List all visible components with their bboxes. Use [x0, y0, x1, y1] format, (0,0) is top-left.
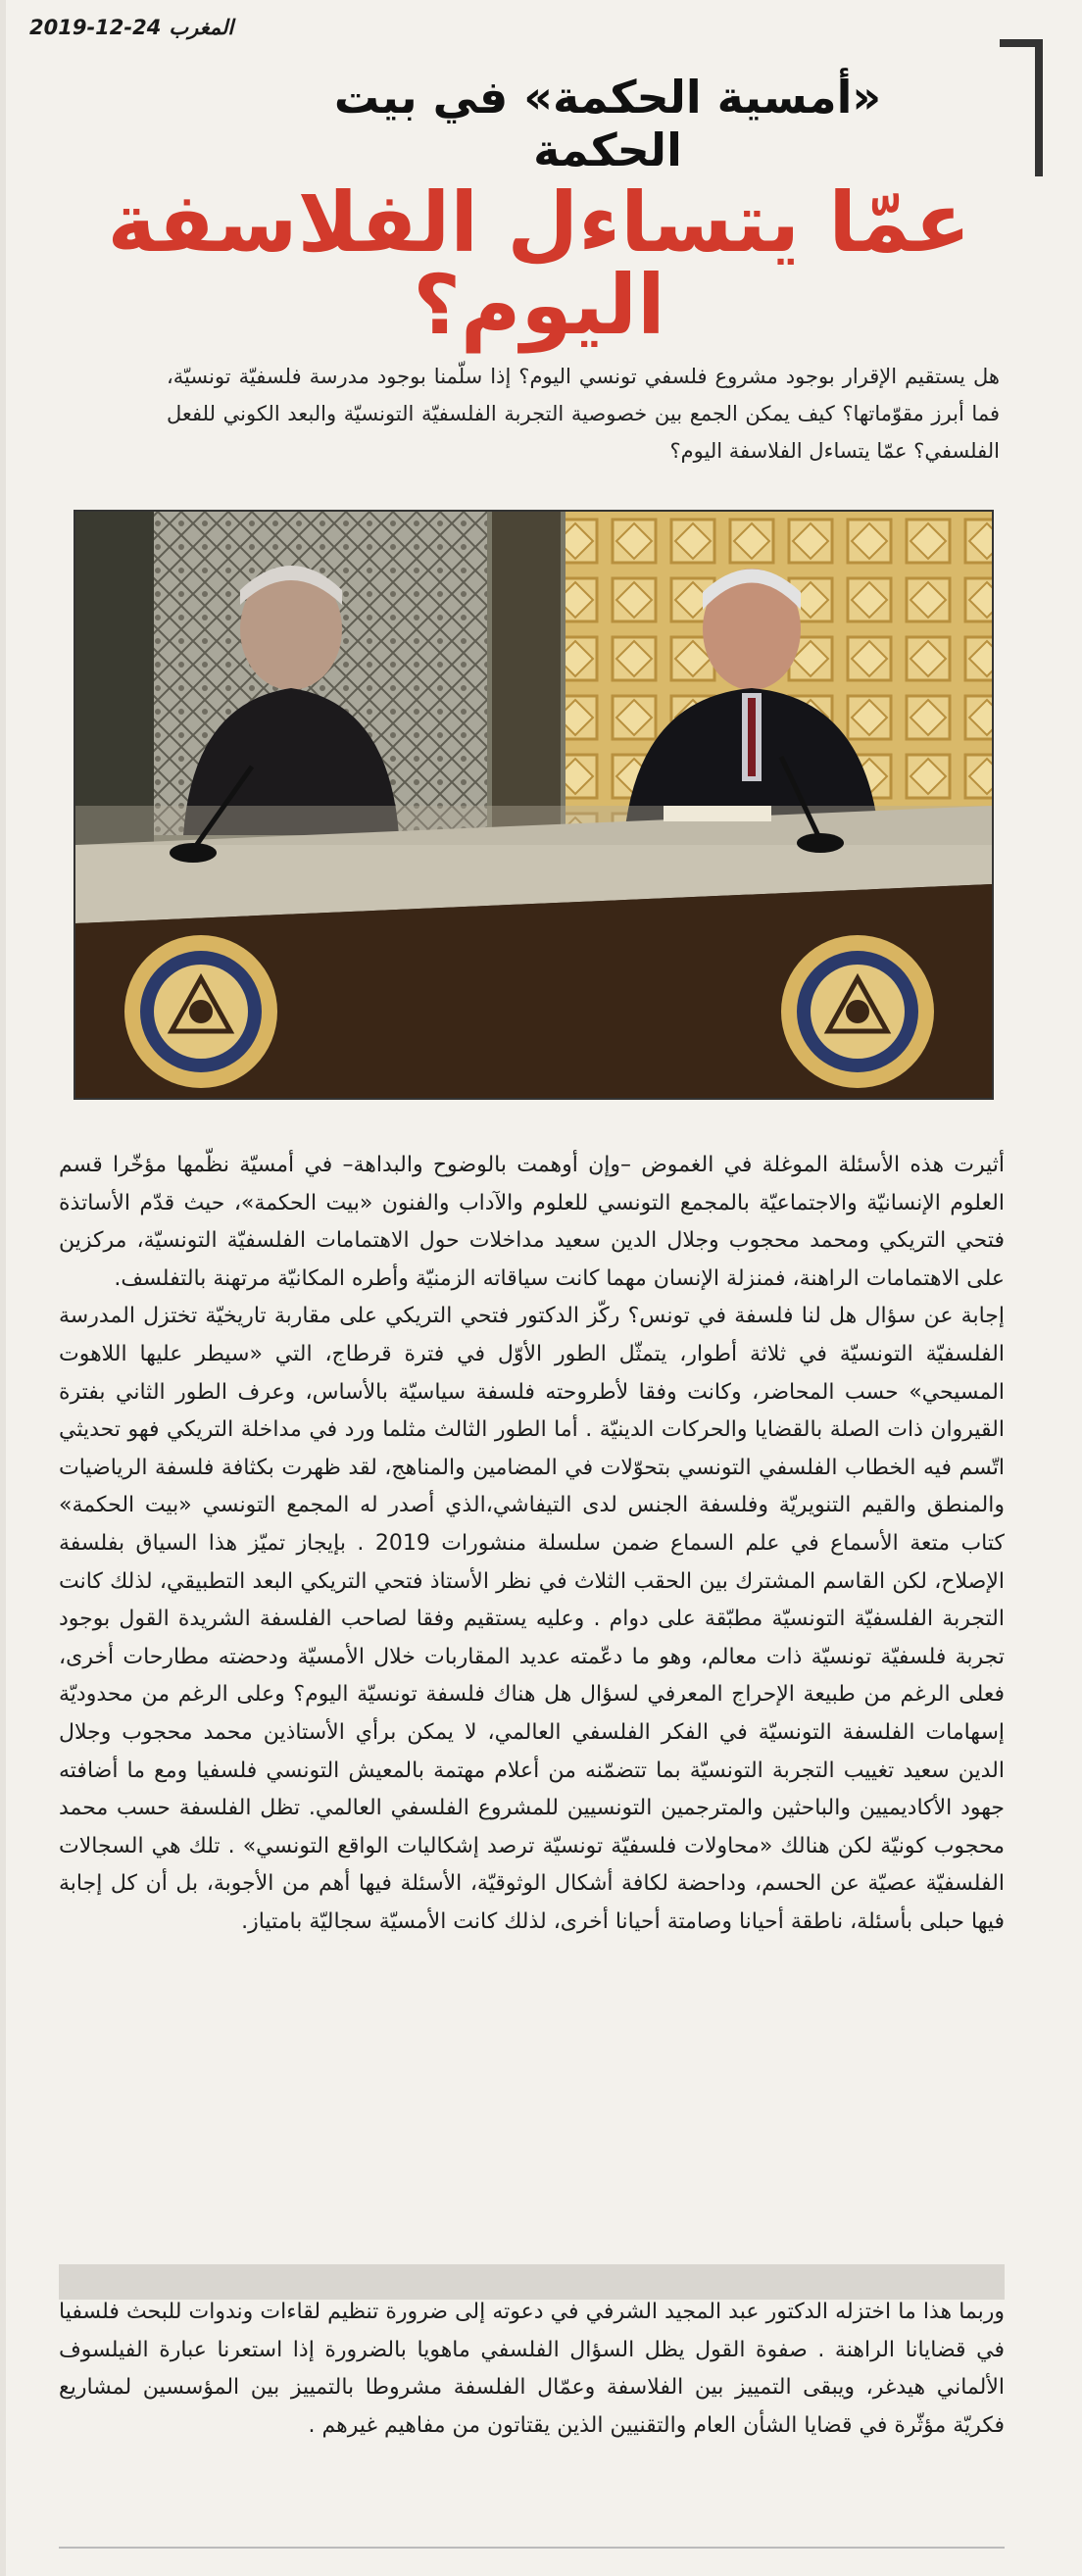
- masthead-date: [29, 16, 241, 39]
- speakers-photo-illustration: [75, 512, 992, 1098]
- article-headline: عمّا يتساءل الفلاسفة اليوم؟: [107, 174, 971, 353]
- issue-date: 2019-12-24: [29, 16, 162, 39]
- article-body: [59, 1147, 1005, 1941]
- page-edge: [0, 0, 6, 2576]
- newspaper-name: المغرب: [169, 16, 234, 39]
- body-paragraph-1: أثيرت هذه الأسئلة الموغلة في الغموض –وإن أوهمت بالوضوح والبداهة– في أمسيّة نظّمها مؤخّرا قسم العلوم الإنسانيّة والاجتماعيّة بالمجمع التونسي للعلوم والآداب والفنون «بيت الحكمة»، حيث قدّم الأساتذة فتحي التريكي ومحمد محجوب وجلال الدين سعيد مداخلات حول الاهتمامات الفلسفيّة التونسيّة، مركزين على الاهتمامات الراهنة، فمنزلة الإنسان مهما كانت سياقاته الزمنيّة وأطره المكانيّة مرتهنة بالتفلسف.: [59, 1153, 1005, 1291]
- article-photo: [74, 510, 994, 1100]
- article-closing-paragraph: وربما هذا ما اختزله الدكتور عبد المجيد الشرفي في دعوته إلى ضرورة تنظيم لقاءات وندوات للبحث فلسفيا في قضايانا الراهنة . صفوة القول يظل السؤال الفلسفي ماهويا بالضرورة إذا استعرنا عبارة الفيلسوف الألماني هيدغر، ويبقى التمييز بين الفلاسفة وعمّال الفلسفة مشروطا بالتمييز بين المؤسسين لمشاريع فكريّة مؤثّرة في قضايا الشأن العام والتقنيين الذين يقتاتون من مفاهيم غيرهم .: [59, 2300, 1005, 2438]
- footer-divider: [59, 2547, 1005, 2549]
- body-paragraph-2: إجابة عن سؤال هل لنا فلسفة في تونس؟ ركّز الدكتور فتحي التريكي على مقاربة تاريخيّة تختزل المدرسة الفلسفيّة التونسيّة في ثلاثة أطوار، يتمثّل الطور الأوّل في فترة قرطاج، التي «سيطر عليها اللاهوت المسيحي» حسب المحاضر، وكانت وفقا لأطروحته فلسفة سياسيّة بالأساس، وعرف الطور الثاني بفترة القيروان ذات الصلة بالقضايا والحركات الدينيّة . أما الطور الثالث مثلما ورد في مداخلة التريكي فهو تحديثي اتّسم فيه الخطاب الفلسفي التونسي بتحوّلات في المضامين والمناهج، لقد ظهرت بكثافة فلسفة الرياضيات والمنطق والقيم التنويريّة وفلسفة الجنس لدى التيفاشي،الذي أصدر له المجمع التونسي «بيت الحكمة» كتاب متعة الأسماع في علم السماع ضمن سلسلة منشورات 2019 . بإيجاز تميّز هذا السياق بفلسفة الإصلاح، لكن القاسم المشترك بين الحقب الثلاث في نظر الأستاذ فتحي التريكي البعد التطبيقي، لذلك كانت التجربة الفلسفيّة التونسيّة مطبّقة على دوام . وعليه يستقيم وفقا لصاحب الفلسفة الشريدة القول بوجود تجربة فلسفيّة تونسيّة ذات معالم، وهو ما دعّمته عديد المقاربات خلال الأمسيّة ودحضته مطارحات أخرى، فعلى الرغم من طبيعة الإحراج المعرفي لسؤال هل هناك فلسفة تونسيّة اليوم؟ وعلى الرغم من محدوديّة إسهامات الفلسفة التونسيّة في الفكر الفلسفي العالمي، لا يمكن برأي الأستاذين محمد محجوب وجلال الدين سعيد تغييب التجربة التونسيّة بما تتضمّنه من أعلام مهتمة بالمعيش التونسي فلسفيا ومع ما أضافته جهود الأكاديميين والباحثين والمترجمين التونسيين للمشروع الفلسفي العالمي. تظل الفلسفة حسب محمد محجوب كونيّة لكن هنالك «محاولات فلسفيّة تونسيّة ترصد إشكاليات الواقع التونسي» . تلك هي السجالات الفلسفيّة عصيّة عن الحسم، وداحضة لكافة أشكال الوثوقيّة، الأسئلة فيها أهم من الأجوبة، بل أن كل إجابة فيها حبلى بأسئلة، ناطقة أحيانا وصامتة أحيانا أخرى، لذلك كانت الأمسيّة سجاليّة بامتياز.: [59, 1304, 1005, 1934]
- page-header: [29, 16, 1009, 43]
- article-kicker: «أمسية الحكمة» في بيت الحكمة: [333, 71, 882, 176]
- corner-bracket-ornament: [1000, 39, 1043, 176]
- article-intro: هل يستقيم الإقرار بوجود مشروع فلسفي تونسي اليوم؟ إذا سلّمنا بوجود مدرسة فلسفيّة تونسيّة، فما أبرز مقوّماتها؟ كيف يمكن الجمع بين خصوصية التجربة الفلسفيّة التونسيّة والبعد الكوني للفعل الفلسفي؟ عمّا يتساءل الفلاسفة اليوم؟: [167, 365, 1000, 463]
